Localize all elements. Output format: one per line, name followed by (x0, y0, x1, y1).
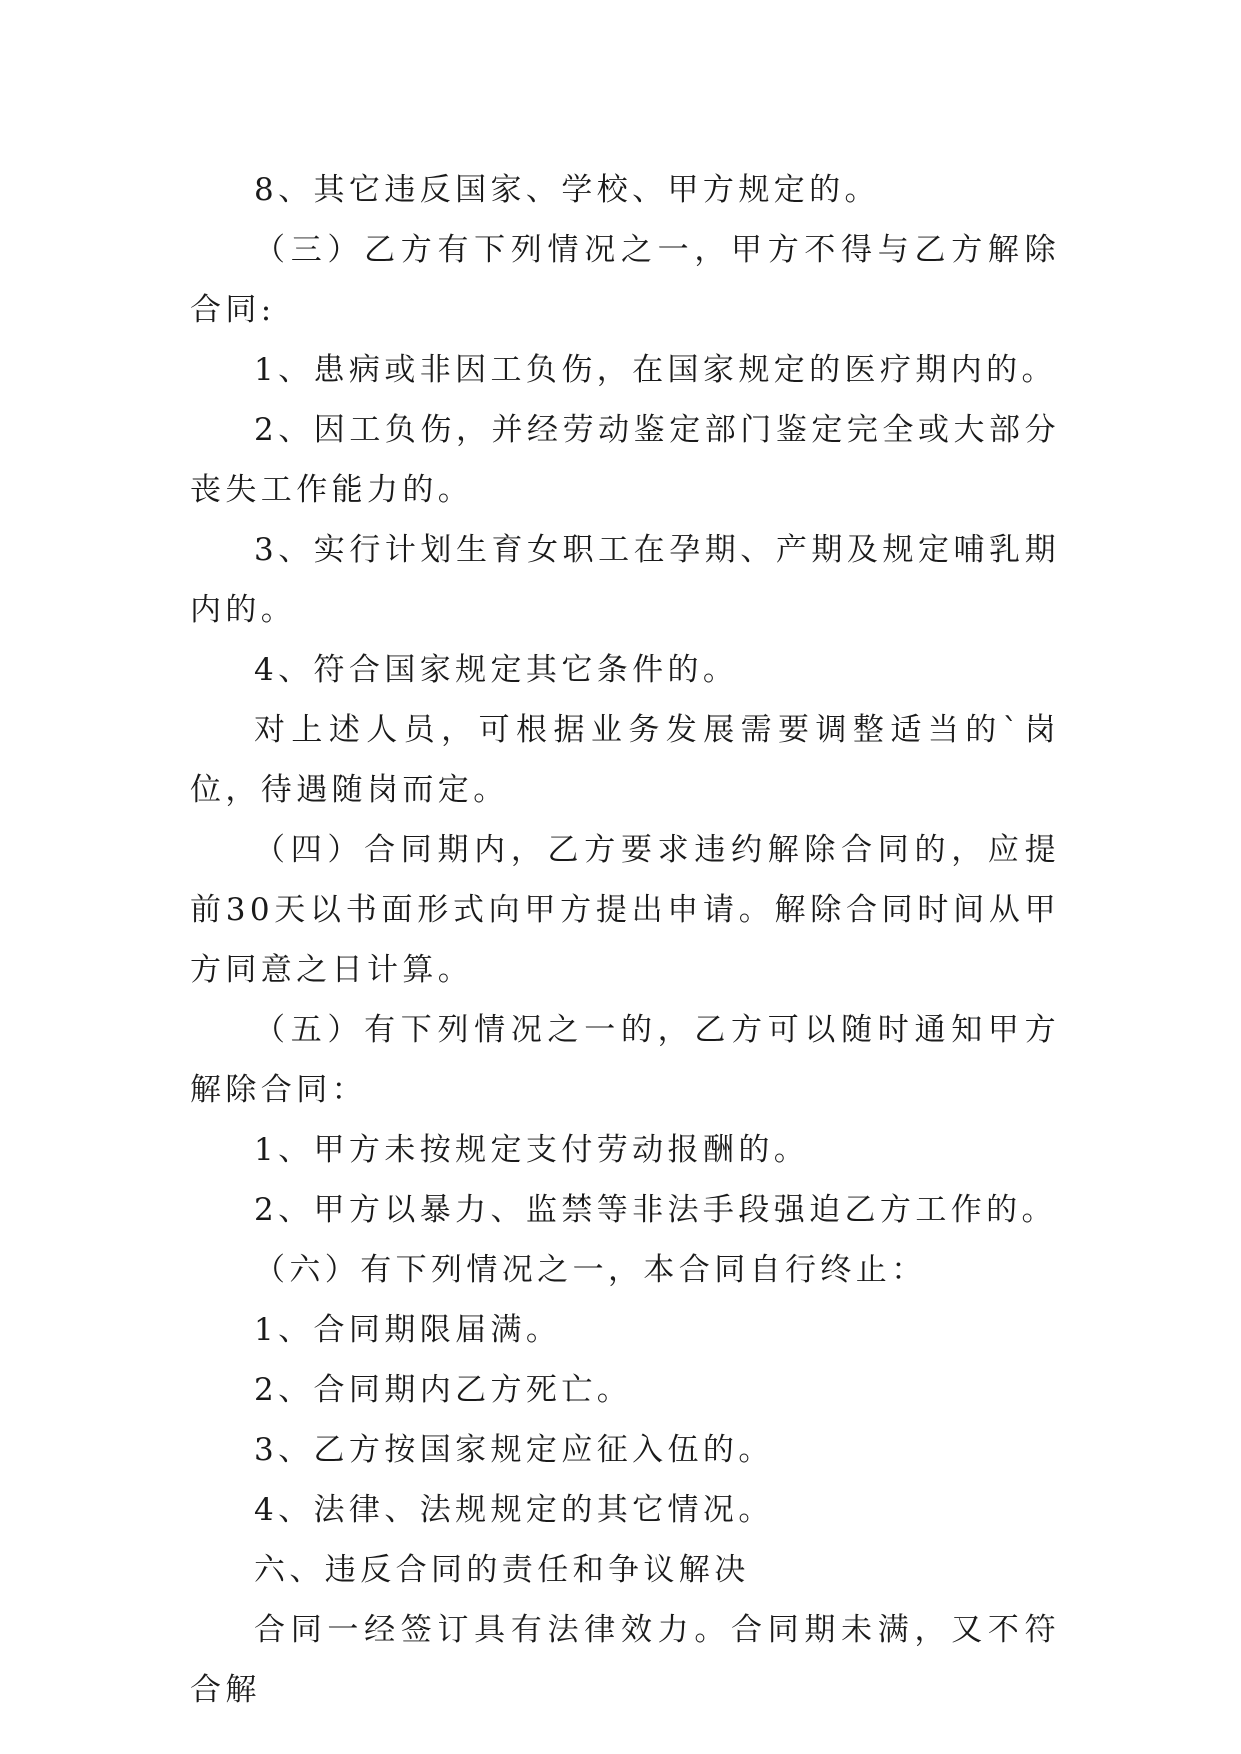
paragraph: 2、因工负伤，并经劳动鉴定部门鉴定完全或大部分丧失工作能力的。 (190, 412, 1060, 508)
paragraph: 3、实行计划生育女职工在孕期、产期及规定哺乳期内的。 (190, 532, 1060, 628)
paragraph: 合同一经签订具有法律效力。合同期未满，又不符合解 (190, 1612, 1060, 1708)
section-heading: 六、违反合同的责任和争议解决 (254, 1552, 750, 1588)
paragraph: 1、甲方未按规定支付劳动报酬的。 (254, 1132, 810, 1168)
paragraph: 对上述人员，可根据业务发展需要调整适当的`岗位，待遇随岗而定。 (190, 712, 1060, 808)
paragraph: （五）有下列情况之一的，乙方可以随时通知甲方解除合同： (190, 1012, 1060, 1108)
paragraph: 1、合同期限届满。 (254, 1312, 562, 1348)
paragraph: 1、患病或非因工负伤，在国家规定的医疗期内的。 (254, 352, 1057, 388)
paragraph: （三）乙方有下列情况之一，甲方不得与乙方解除合同: (190, 232, 1060, 328)
paragraph: 2、甲方以暴力、监禁等非法手段强迫乙方工作的。 (254, 1192, 1057, 1228)
paragraph: 4、法律、法规规定的其它情况。 (254, 1492, 774, 1528)
paragraph: 3、乙方按国家规定应征入伍的。 (254, 1432, 774, 1468)
paragraph: （六）有下列情况之一，本合同自行终止： (254, 1252, 927, 1288)
paragraph: 8、其它违反国家、学校、甲方规定的。 (254, 172, 880, 208)
document-body (190, 160, 1060, 1720)
paragraph: （四）合同期内，乙方要求违约解除合同的，应提前30天以书面形式向甲方提出申请。解除合同时间从甲方同意之日计算。 (190, 832, 1060, 988)
paragraph: 4、符合国家规定其它条件的。 (254, 652, 739, 688)
paragraph: 2、合同期内乙方死亡。 (254, 1372, 633, 1408)
